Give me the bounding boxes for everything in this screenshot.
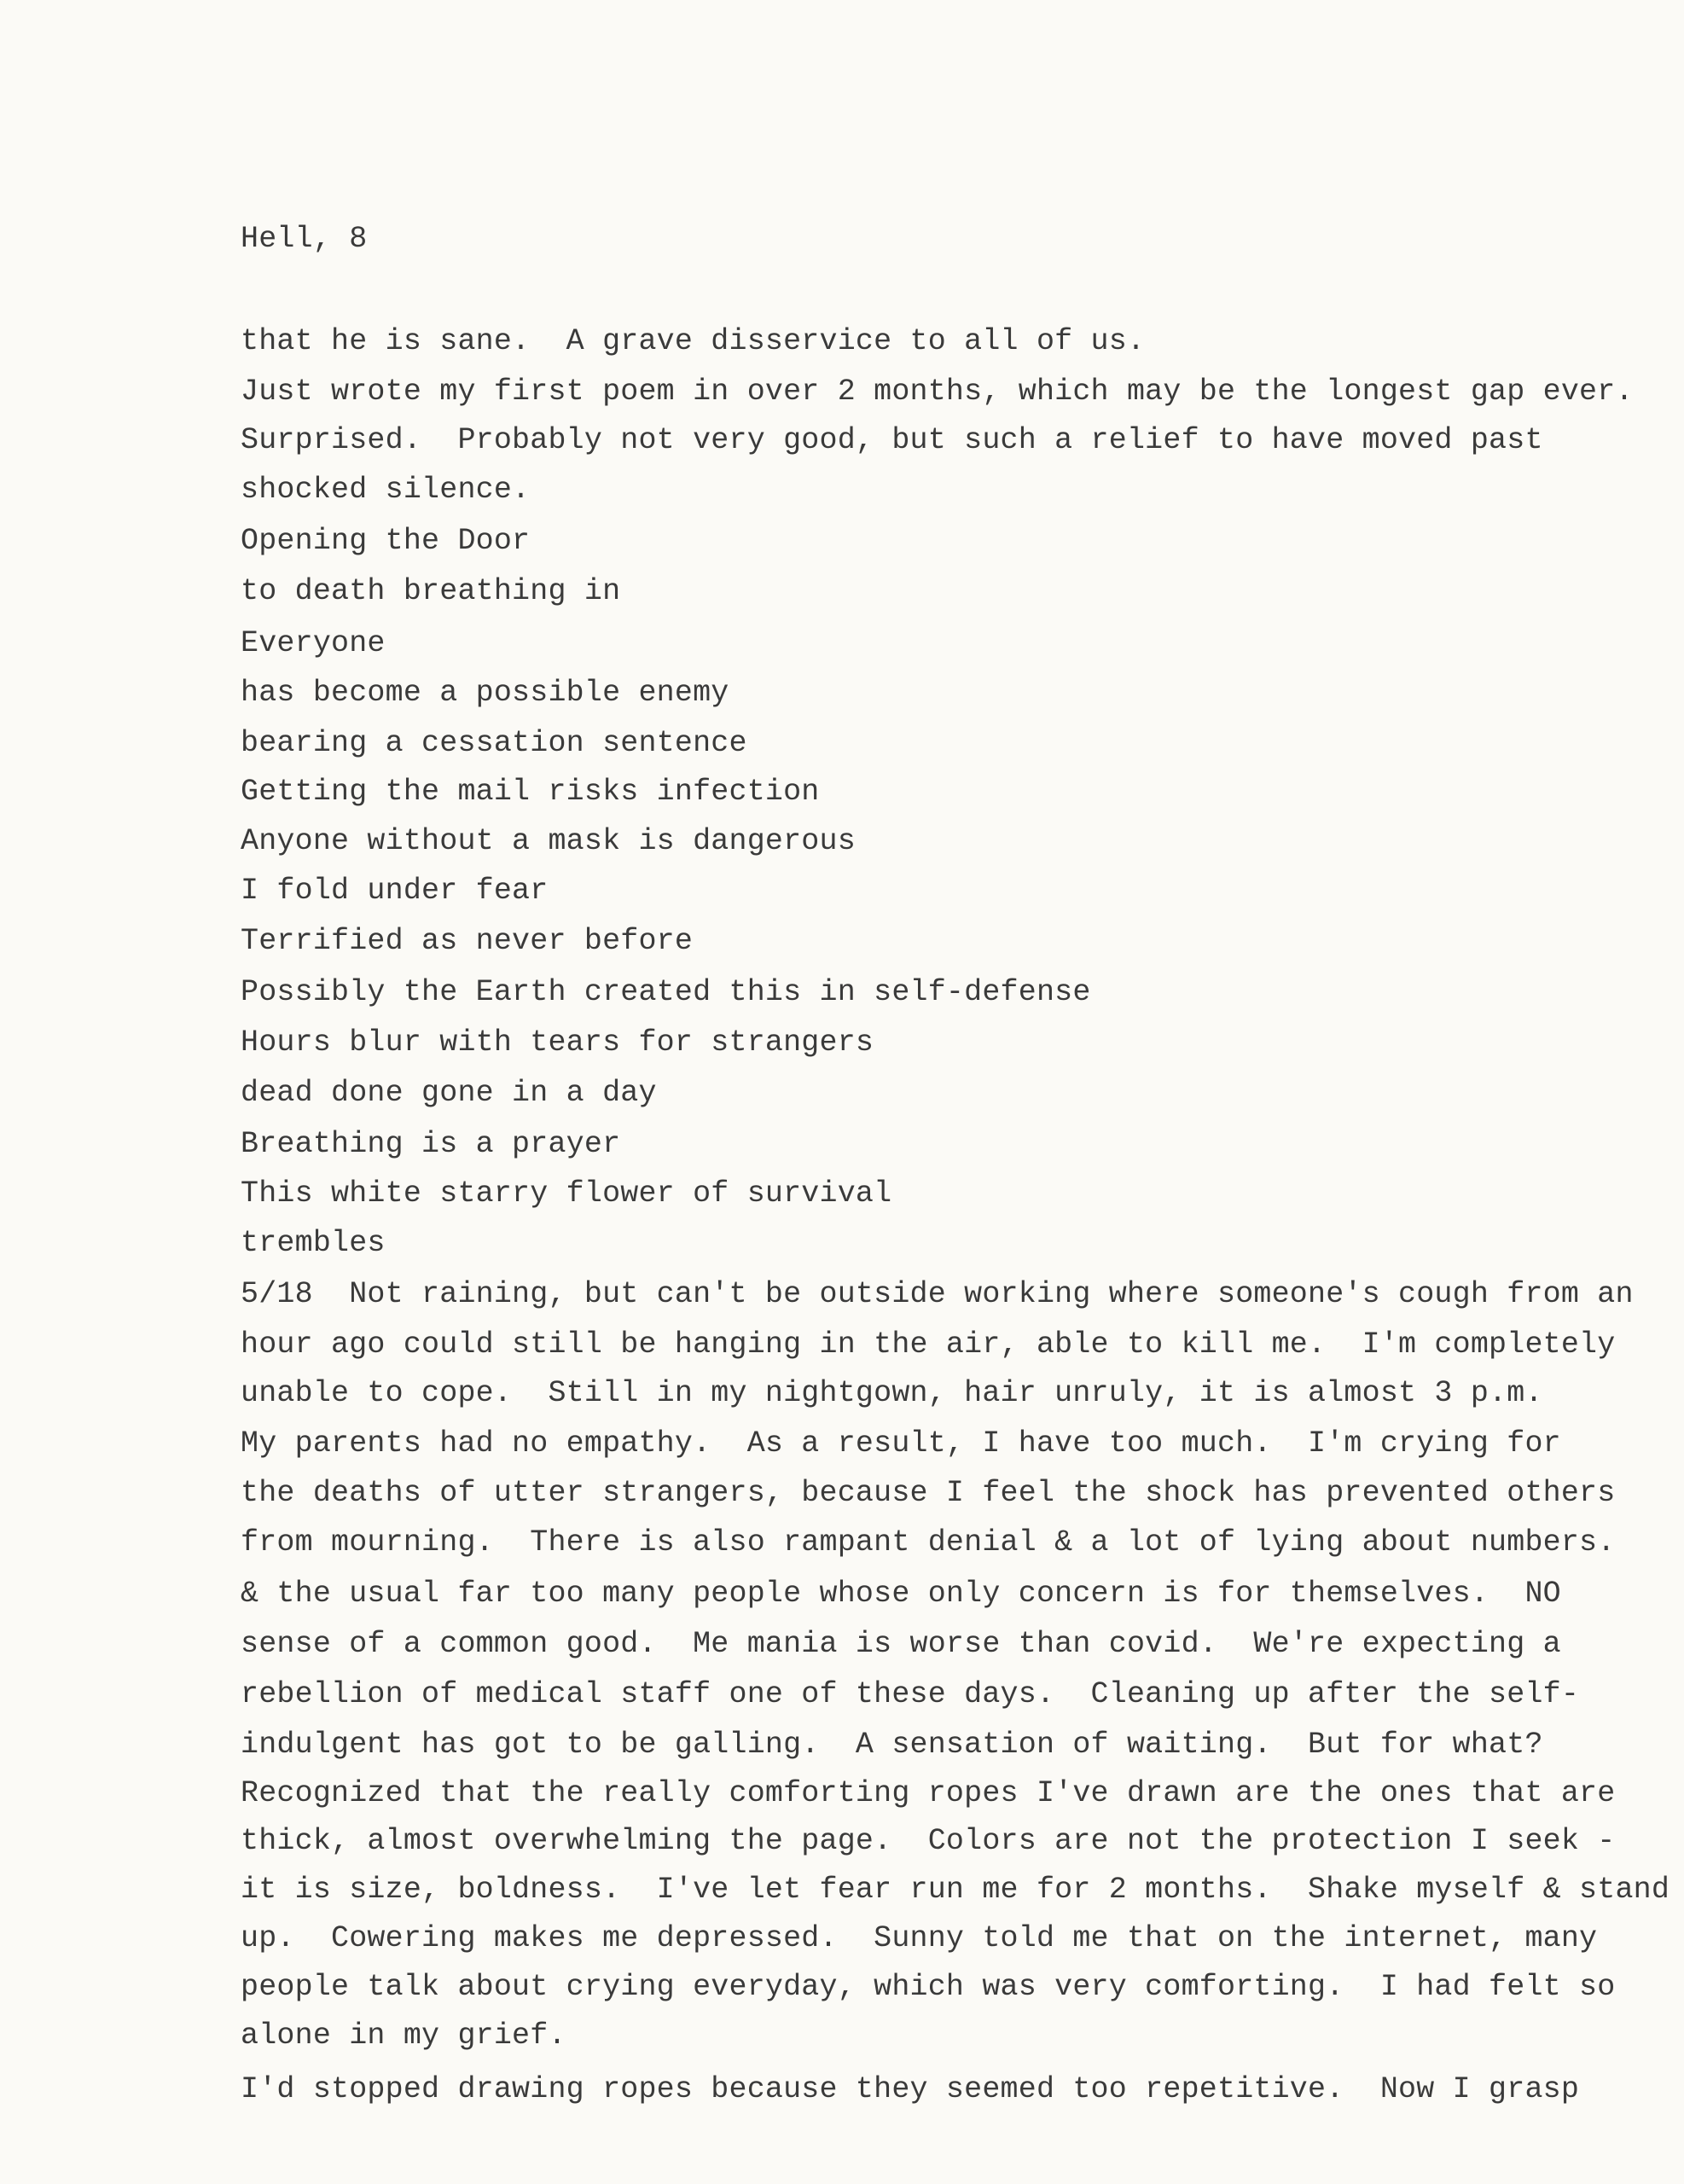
poem-line: trembles (241, 1226, 386, 1260)
poem-line: Getting the mail risks infection (241, 775, 820, 809)
poem-line: to death breathing in (241, 574, 621, 608)
text-line: I'd stopped drawing ropes because they seemed too repetitive. Now I grasp (241, 2072, 1580, 2106)
poem-line: Opening the Door (241, 524, 531, 558)
poem-line: Terrified as never before (241, 924, 694, 958)
text-line: Surprised. Probably not very good, but such a relief to have moved past (241, 423, 1543, 457)
text-line: indulgent has got to be galling. A sensation of waiting. But for what? (241, 1728, 1543, 1762)
text-line: alone in my grief. (241, 2018, 566, 2053)
text-line: it is size, boldness. I've let fear run me for 2 months. Shake myself & stand (241, 1873, 1670, 1907)
poem-line: dead done gone in a day (241, 1076, 657, 1110)
typewritten-text (241, 0, 1670, 2106)
text-line: Recognized that the really comforting ropes I've drawn are the ones that are (241, 1776, 1616, 1810)
poem-line: Breathing is a prayer (241, 1127, 621, 1161)
text-line: up. Cowering makes me depressed. Sunny told me that on the internet, many (241, 1921, 1598, 1955)
poem-line: I fold under fear (241, 874, 549, 908)
poem-line: has become a possible enemy (241, 676, 729, 710)
poem-line: Hours blur with tears for strangers (241, 1025, 874, 1060)
poem-line: bearing a cessation sentence (241, 726, 747, 760)
poem-line: Possibly the Earth created this in self-defense (241, 975, 1091, 1009)
text-line: the deaths of utter strangers, because I feel the shock has prevented others (241, 1476, 1616, 1510)
text-line: & the usual far too many people whose only concern is for themselves. NO (241, 1577, 1561, 1611)
text-line: people talk about crying everyday, which was very comforting. I had felt so (241, 1970, 1616, 2004)
text-line: that he is sane. A grave disservice to all of us. (241, 324, 1146, 358)
text-line: My parents had no empathy. As a result, I have too much. I'm crying for (241, 1426, 1561, 1461)
page-header: Hell, 8 (241, 222, 368, 256)
text-line: sense of a common good. Me mania is worse than covid. We're expecting a (241, 1627, 1561, 1661)
text-line: rebellion of medical staff one of these days. Cleaning up after the self- (241, 1677, 1580, 1711)
text-line: from mourning. There is also rampant denial & a lot of lying about numbers. (241, 1525, 1616, 1560)
text-line: hour ago could still be hanging in the air, able to kill me. I'm completely (241, 1327, 1616, 1362)
text-line: unable to cope. Still in my nightgown, hair unruly, it is almost 3 p.m. (241, 1376, 1543, 1410)
text-line: thick, almost overwhelming the page. Colors are not the protection I seek - (241, 1824, 1616, 1858)
text-line: shocked silence. (241, 473, 531, 507)
poem-line: Anyone without a mask is dangerous (241, 824, 856, 858)
text-line: 5/18 Not raining, but can't be outside working where someone's cough from an (241, 1277, 1634, 1311)
poem-line: This white starry flower of survival (241, 1176, 892, 1211)
poem-line: Everyone (241, 626, 386, 660)
text-line: Just wrote my first poem in over 2 months, which may be the longest gap ever. (241, 375, 1634, 409)
